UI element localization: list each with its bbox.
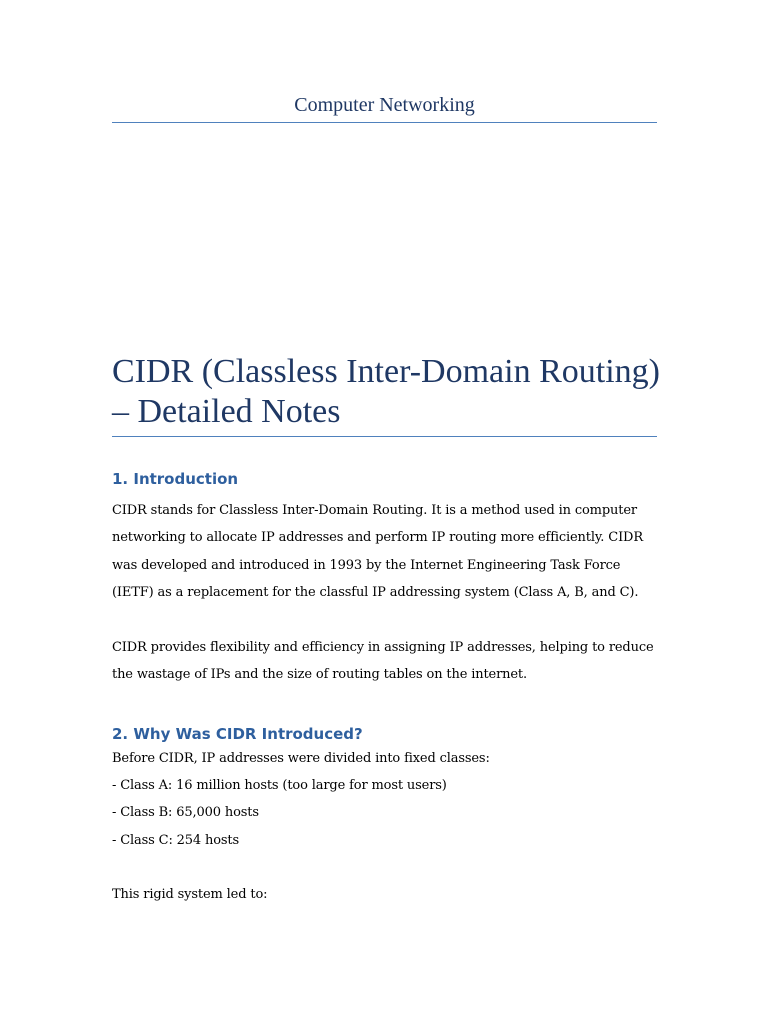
paragraph-line: networking to allocate IP addresses and perform IP routing more efficiently. CIDR [112, 530, 643, 546]
list-item-class-c: - Class C: 254 hosts [112, 833, 240, 848]
list-item-class-b: - Class B: 65,000 hosts [112, 805, 259, 820]
paragraph-line: CIDR stands for Classless Inter-Domain Routing. It is a method used in computer [112, 503, 637, 518]
paragraph-why-cidr-intro: Before CIDR, IP addresses were divided into fixed classes: [112, 751, 490, 766]
paragraph-introduction-2 [112, 634, 657, 689]
section-heading-introduction: 1. Introduction [112, 470, 239, 488]
paragraph-line: was developed and introduced in 1993 by the Internet Engineering Task Force [112, 557, 621, 573]
paragraph-why-cidr-outro: This rigid system led to: [112, 887, 268, 902]
document-title-line-2: – Detailed Notes [112, 393, 341, 430]
header-rule [112, 122, 657, 123]
paragraph-line: the wastage of IPs and the size of routing tables on the internet. [112, 667, 527, 683]
document-title [112, 352, 672, 432]
document-title-line-1: CIDR (Classless Inter-Domain Routing) [112, 353, 660, 390]
list-item-class-a: - Class A: 16 million hosts (too large for most users) [112, 778, 447, 793]
paragraph-line: CIDR provides flexibility and efficiency in assigning IP addresses, helping to reduce [112, 640, 654, 655]
page-header: Computer Networking [294, 94, 475, 116]
paragraph-introduction-1 [112, 497, 657, 606]
paragraph-line: (IETF) as a replacement for the classful IP addressing system (Class A, B, and C). [112, 584, 639, 600]
section-heading-why-cidr: 2. Why Was CIDR Introduced? [112, 725, 363, 743]
title-rule [112, 436, 657, 437]
